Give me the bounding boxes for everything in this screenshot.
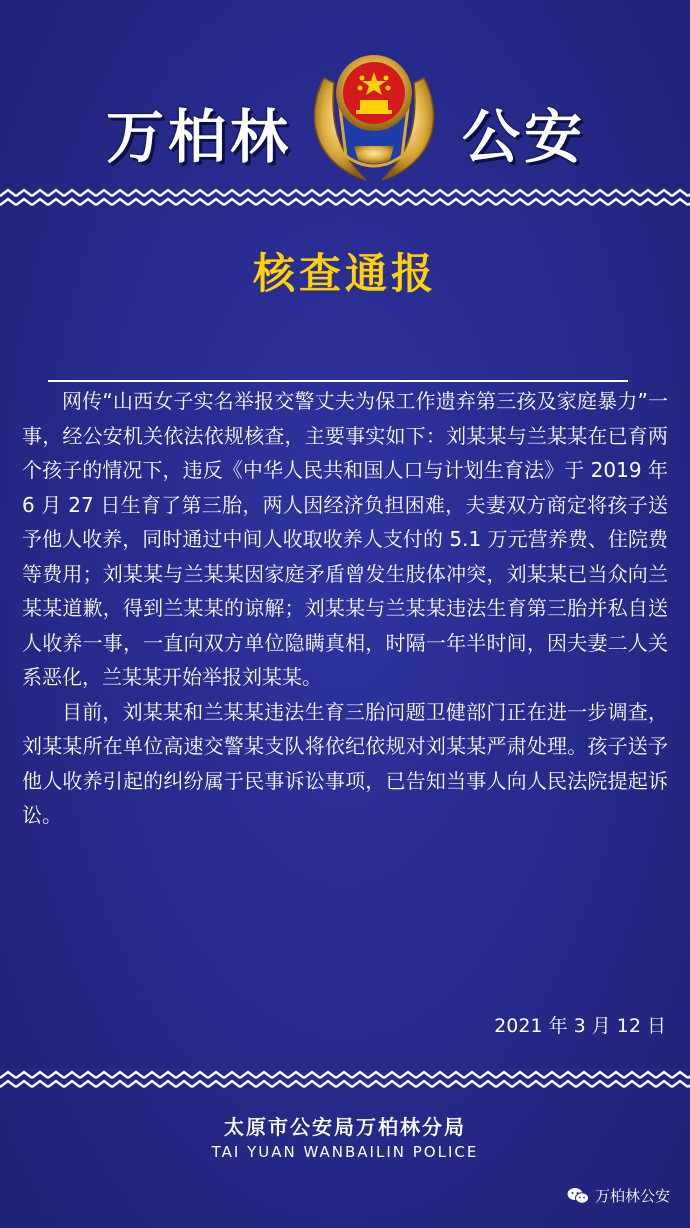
notice-paragraph-1: 网传“山西女子实名举报交警丈夫为保工作遗弃第三孩及家庭暴力”一事，经公安机关依法依规核查，主要事实如下：刘某某与兰某某在已育两个孩子的情况下，违反《中华人民共和国人口与计划生育法》于 2019 年 6 月 27 日生育了第三胎，两人因经济负担困难，夫妻双方商定将孩子送予他人收养，同时通过中间人收取收养人支付的 5.1 万元营养费、住院费等费用；刘某某与兰某某因家庭矛盾曾发生肢体冲突，刘某某已当众向兰某某道歉，得到兰某某的谅解；刘某某与兰某某违法生育第三胎并私自送人收养一事，一直向双方单位隐瞒真相，时隔一年半时间，因夫妻二人关系恶化，兰某某开始举报刘某某。	[22, 389, 668, 689]
police-emblem-icon	[304, 38, 444, 188]
notice-date: 2021 年 3 月 12 日	[494, 1015, 666, 1037]
footer-org-chinese: 太原市公安局万柏林分局	[224, 1115, 466, 1139]
wechat-icon	[567, 1187, 589, 1205]
notice-title: 核查通报	[252, 249, 437, 298]
wechat-watermark	[567, 1184, 670, 1208]
brand-name-right: 公安	[462, 103, 587, 171]
decorative-border-bottom	[0, 1070, 690, 1092]
notice-body	[22, 384, 668, 833]
divider-line	[48, 380, 628, 382]
watermark-text: 万柏林公安	[594, 1187, 670, 1205]
brand-name-left: 万柏林	[106, 103, 293, 171]
notice-paragraph-2: 目前，刘某某和兰某某违法生育三胎问题卫健部门正在进一步调查，刘某某所在单位高速交警某支队将依纪依规对刘某某严肃处理。孩子送予他人收养引起的纠纷属于民事诉讼事项，已告知当事人向人民法院提起诉讼。	[22, 699, 668, 827]
header	[0, 0, 690, 200]
footer-org-english: TAI YUAN WANBAILIN POLICE	[211, 1143, 479, 1161]
decorative-border-top	[0, 188, 690, 210]
